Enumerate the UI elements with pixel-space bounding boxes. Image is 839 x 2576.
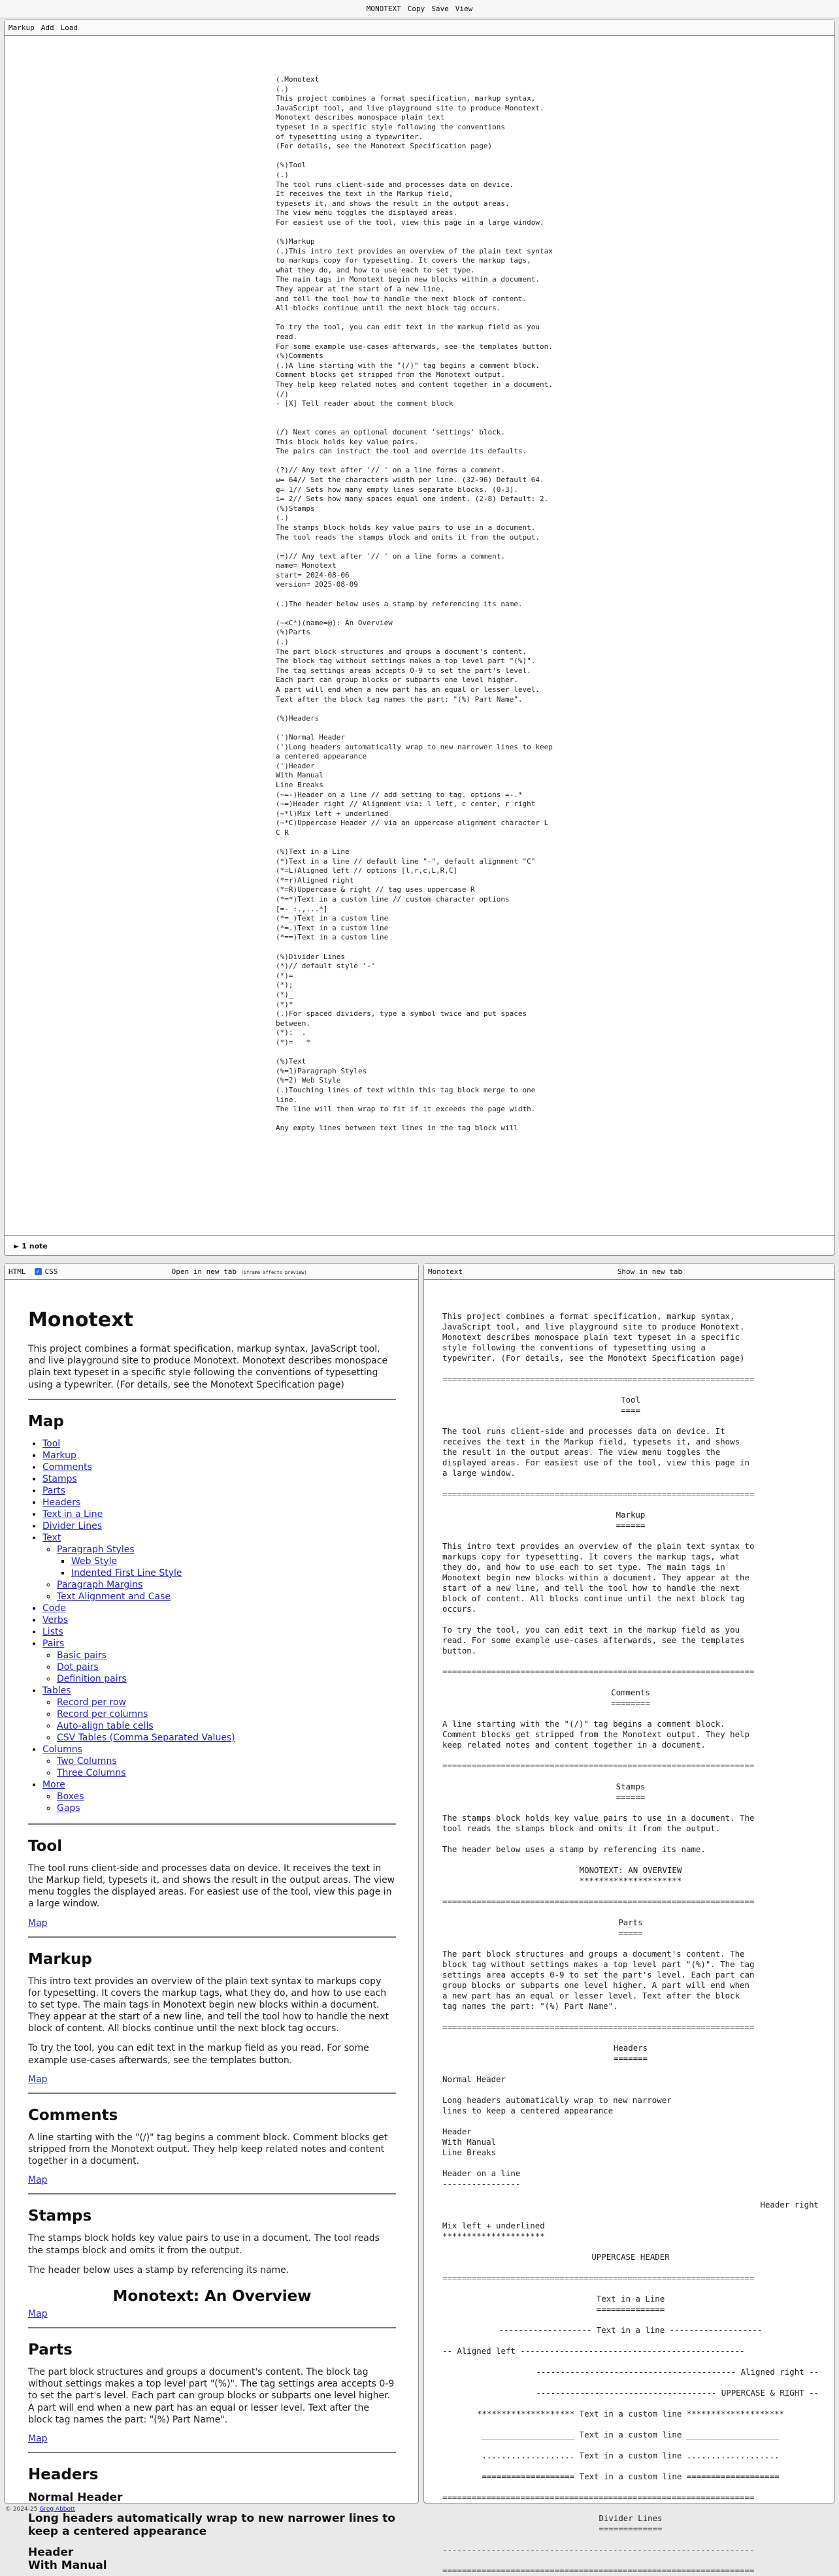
mono-tool-heading: Tool ==== [621, 1395, 640, 1415]
mono-separator: ================================================================ [442, 1489, 755, 1499]
stamps-heading: Stamps [28, 2208, 92, 2225]
monotext-header [424, 1264, 834, 1280]
divider [28, 2327, 396, 2328]
map-link-more[interactable]: More [42, 1779, 65, 1790]
author-link[interactable]: Greg Abbott [39, 2506, 76, 2513]
mono-stamps-text-2: The header below uses a stamp by referencing its name. [442, 1844, 706, 1854]
map-link-tool[interactable]: Tool [42, 1438, 61, 1449]
map-link-definition-pairs[interactable]: Definition pairs [57, 1673, 127, 1684]
mono-separator: ================================================================ [442, 1761, 755, 1770]
mono-divider-heading: Divider Lines ============= [599, 2513, 663, 2534]
open-new-tab-button[interactable]: Open in new tab [171, 1267, 237, 1276]
app-title: MONOTEXT [366, 5, 401, 13]
map-link-comments[interactable]: Comments [42, 1461, 92, 1473]
map-link-csv-tables[interactable]: CSV Tables (Comma Separated Values) [57, 1732, 235, 1743]
mono-text-in-line-5: ******************** Text in a custom line ******************** [477, 2409, 784, 2419]
mono-text-in-line-4: ------------------------------------- UPPERCASE & RIGHT -- [536, 2388, 819, 2398]
mono-markup-text-1: This intro text provides an overview of the plain text syntax to markups copy for typesetting. It covers the markup tags, what they do, and how to use each to set type. The main tags in Monotext begin new blocks within a document. They appear at the start of a new line, and tell the tool how to handle the next block of content. All blocks continue until the next block tag occurs. [442, 1541, 755, 1614]
comments-heading: Comments [28, 2106, 118, 2124]
mono-text-in-line-6: ___________________ Text in a custom line ___________________ [482, 2430, 780, 2439]
add-button[interactable]: Add [41, 24, 54, 32]
tool-heading: Tool [28, 1837, 63, 1855]
save-menu[interactable]: Save [431, 5, 449, 13]
map-link-tables[interactable]: Tables [42, 1685, 71, 1696]
markup-tab[interactable]: Markup [8, 24, 35, 32]
divider [28, 2193, 396, 2194]
html-header [5, 1264, 418, 1280]
mono-markup-text-2: To try the tool, you can edit text in the markup field as you read. For some example use-cases afterwards, see the templates button. [442, 1625, 745, 1655]
map-link-columns[interactable]: Columns [42, 1744, 82, 1755]
back-to-map-link[interactable]: Map [28, 2175, 48, 2186]
mono-manual-header: Header With Manual Line Breaks [442, 2127, 497, 2157]
mono-separator: ================================================================ [442, 1374, 755, 1384]
back-to-map-link[interactable]: Map [28, 2074, 48, 2085]
back-to-map-link[interactable]: Map [28, 2433, 48, 2444]
parts-paragraph: The part block structures and groups a document's content. The block tag without settings makes a top level part "(%)". The tag settings area accepts 0-9 to set the part's level. Each part can group blocks or subparts one level higher. A part will end when a new part has an equal or lesser level. Text after the block tag names the part: "(%) Part Name". [28, 2366, 395, 2425]
map-link-dot-pairs[interactable]: Dot pairs [57, 1661, 99, 1672]
mono-separator: ================================================================ [442, 2566, 755, 2575]
mono-headers-heading: Headers ======= [613, 2043, 648, 2063]
headers-heading: Headers [28, 2466, 99, 2483]
stamps-paragraph-2: The header below uses a stamp by referencing its name. [28, 2264, 289, 2275]
normal-header: Normal Header [28, 2490, 123, 2504]
html-label: HTML [8, 1267, 26, 1276]
css-label: CSS [44, 1267, 58, 1276]
tool-paragraph: The tool runs client-side and processes data on device. It receives the text in the Markup field, typesets it, and shows the result in the output areas. The view menu toggles the displayed areas. For easiest use of the tool, view this page in a large window. [28, 1863, 395, 1910]
stamps-paragraph-1: The stamps block holds key value pairs to use in a document. The tool reads the stamps block and omits it from the output. [28, 2233, 380, 2256]
map-link-text-in-line[interactable]: Text in a Line [42, 1508, 103, 1520]
view-menu[interactable]: View [455, 5, 473, 13]
map-link-pairs[interactable]: Pairs [42, 1638, 65, 1649]
divider [28, 2093, 396, 2094]
back-to-map-link[interactable]: Map [28, 2308, 48, 2319]
map-link-stamps[interactable]: Stamps [42, 1473, 77, 1484]
overview-heading: Monotext: An Overview [112, 2287, 312, 2305]
map-link-gaps[interactable]: Gaps [57, 1802, 80, 1814]
intro-paragraph: This project combines a format specification, markup syntax, JavaScript tool, and live playground site to produce Monotext. Monotext describes monospace plain text typeset in a specific style following the conventions of typesetting using a typewriter. (For details, see the Monotext Specification page) [28, 1344, 388, 1390]
manual-header-line-1: Header [28, 2545, 74, 2559]
map-link-text-alignment[interactable]: Text Alignment and Case [57, 1591, 171, 1602]
mono-stamps-text-1: The stamps block holds key value pairs to use in a document. The tool reads the stamps block and omits it from the output. [442, 1813, 755, 1833]
menu-bar [0, 0, 839, 18]
show-new-tab-button[interactable]: Show in new tab [617, 1267, 683, 1276]
long-header: Long headers automatically wrap to new narrower lines to keep a centered appearance [28, 2511, 395, 2538]
map-link-web-style[interactable]: Web Style [71, 1556, 118, 1567]
map-heading: Map [28, 1412, 64, 1430]
map-link-paragraph-styles[interactable]: Paragraph Styles [57, 1544, 135, 1555]
mono-tool-text: The tool runs client-side and processes data on device. It receives the text in the Markup field, typesets it, and shows the result in the output areas. The view menu toggles the displayed areas. For easiest use of the tool, view this page in a large window. [442, 1426, 749, 1478]
mono-long-header: Long headers automatically wrap to new narrower lines to keep a centered appearance [442, 2095, 672, 2115]
footer [5, 2506, 75, 2513]
doc-title: Monotext [28, 1309, 133, 1331]
mono-intro: This project combines a format specification, markup syntax, JavaScript tool, and live playground site to produce Monotext. Monotext describes monospace plain text typeset in a specific style following the conventions of typesetting using a typewriter. (For details, see the Monotext Specification page) [442, 1311, 745, 1363]
divider [28, 1936, 396, 1938]
map-link-auto-align[interactable]: Auto-align table cells [57, 1720, 154, 1731]
monotext-output [424, 1280, 834, 2575]
mono-markup-heading: Markup ====== [616, 1510, 646, 1530]
mono-comments-text: A line starting with the "(/)" tag begins a comment block. Comment blocks get stripped from the Monotext output. They help keep related notes and content together in a document. [442, 1719, 749, 1750]
divider [28, 1399, 396, 1400]
iframe-note: (iframe affects preview) [240, 1270, 307, 1275]
mono-mix-header: Mix left + underlined ********************* [442, 2221, 545, 2241]
mono-header-on-line: Header on a line ---------------- [442, 2168, 521, 2189]
mono-dash-divider: ---------------------------------------------------------------- [442, 2545, 755, 2554]
map-link-paragraph-margins[interactable]: Paragraph Margins [57, 1579, 143, 1590]
mono-parts-heading: Parts ===== [618, 1917, 643, 1938]
mono-separator: ================================================================ [442, 2492, 755, 2502]
map-link-parts[interactable]: Parts [42, 1485, 65, 1496]
mono-separator: ================================================================ [442, 1897, 755, 1906]
mono-separator: ================================================================ [442, 2273, 755, 2283]
map-link-markup[interactable]: Markup [42, 1450, 76, 1461]
comments-paragraph: A line starting with the "(/)" tag begins a comment block. Comment blocks get stripped from the Monotext output. They help keep related notes and content together in a document. [28, 2132, 388, 2167]
markup-heading: Markup [28, 1950, 92, 1968]
mono-text-in-line-8: =================== Text in a custom line =================== [482, 2471, 780, 2481]
monotext-panel [423, 1264, 835, 2575]
mono-comments-heading: Comments ======== [611, 1687, 650, 1708]
markup-panel [4, 20, 835, 1256]
map-link-three-columns[interactable]: Three Columns [57, 1767, 126, 1778]
mono-stamps-heading: Stamps ====== [616, 1782, 646, 1802]
mono-normal-header: Normal Header [442, 2074, 506, 2084]
map-link-headers[interactable]: Headers [42, 1497, 81, 1508]
mono-text-in-line-2: -- Aligned left ---------------------------------------------- [442, 2346, 745, 2356]
manual-header-line-2: With Manual [28, 2558, 107, 2572]
mono-text-in-line-3: ----------------------------------------- Aligned right -- [536, 2367, 819, 2377]
mono-separator: ================================================================ [442, 2022, 755, 2032]
map-list [42, 1438, 396, 1814]
divider [28, 1823, 396, 1825]
map-link-record-per-row[interactable]: Record per row [57, 1697, 126, 1708]
parts-heading: Parts [28, 2341, 73, 2358]
mono-parts-text: The part block structures and groups a document's content. The block tag without settings makes a top level part "(%)". The tag settings area accepts 0-9 to set the part's level. Each part can group blocks or subparts one level higher. A part will end when a new part has an equal or lesser level. Text after the block tag names the part: "(%) Part Name". [442, 1949, 755, 2011]
markup-paragraph-2: To try the tool, you can edit text in the markup field as you read. For some example use-cases afterwards, see the templates button. [28, 2043, 369, 2066]
map-link-two-columns[interactable]: Two Columns [57, 1755, 117, 1767]
load-button[interactable]: Load [60, 24, 78, 32]
map-link-basic-pairs[interactable]: Basic pairs [57, 1650, 107, 1661]
mono-header-right: Header right [760, 2200, 819, 2209]
markup-text[interactable]: (.Monotext (.) This project combines a format specification, markup syntax, JavaScript tool, and live playground site to produce Monotext. Monotext describes monospace plain text typeset in a specific style following the conventions of typesetting using a typewriter. (For details, see the Monotext Specification page) (%)Tool (.) The tool runs client-side and processes data on device. It receives the text in the Markup field, typesets it, and shows the result in the output areas. The view menu toggles the displayed areas. For easiest use of the tool, view this page in a large window. (%)Markup (.)This intro text provides an overview of the plain text syntax to markups copy for typesetting. It covers the markup tags, what they do, and how to use each to set type. The main tags in Monotext begin new blocks within a document. They appear at the start of a new line, and tell the tool how to handle the next block of content. All blocks continue until the next block tag occurs. To try the tool, you can edit text in the markup field as you read. For some example use-cases afterwards, see the templates button. (%)Comments (.)A line starting with the "(/)" tag begins a comment block. Comment blocks get stripped from the Monotext output. They help keep related notes and content together in a document. (/) - [X] Tell reader about the comment block (/) Next comes an optional document 'settings' block. This block holds key value pairs. The pairs can instruct the tool and override its defaults. (?)// Any text after '// ' on a line forms a comment. w= 64// Set the characters width per line. (32-96) Default 64. g= 1// Sets how many empty lines separate blocks. (0-3). i= 2// Sets how many spaces equal one indent. (2-8) Default: 2. (%)Stamps (.) The stamps block holds key value pairs to use in a document. The tool reads the stamps block and omits it from the output. (=)// Any text after '// ' on a line forms a comment. name= Monotext start= 2024-08-06 version= 2025-08-09 (.)The header below uses a stamp by referencing its name. (~<C*)(name=@): An Overview (%)Parts (.) The part block structures and groups a document's content. The block tag without settings makes a top level part "(%)". The tag settings areas accepts 0-9 to set the part's level. Each part can group blocks or subparts one level higher. A part will end when a new part has an equal or lesser level. Text after the block tag names the part: "(%) Part Name". (%)Headers (')Normal Header (')Long headers automatically wrap to new narrower lines to keep a centered appearance (')Header With Manual Line Breaks (~=-)Header on a line // add setting to tag. options =-.* (~=)Header right // Alignment via: l left, c center, r right (~*l)Mix left + underlined (~*C)Uppercase Header // via an uppercase alignment character L C R (%)Text in a Line (*)Text in a line // default line "-", default alignment "C" (*=L)Aligned left // options [l,r,c,L,R,C] (*=r)Aligned right (*=R)Uppercase & right // tag uses uppercase R (*=*)Text in a custom line // custom character options [=-_:.,...*] (*=_)Text in a custom line (*=.)Text in a custom line (*==)Text in a custom line (%)Divider Lines (*)// default style '-' (*)= (*); (*)_ (*)* (.)For spaced dividers, type a symbol twice and put spaces between. (*): . (*)= * (%)Text (%=1)Paragraph Styles (%=2) Web Style (.)Touching lines of text within this tag block merge to one line. The line will then wrap to fit if it exceeds the page width. Any empty lines between text lines in the tag block will [276, 75, 553, 1133]
mono-separator: ================================================================ [442, 1667, 755, 1676]
mono-text-in-line-1: ------------------- Text in a line ------------------- [499, 2325, 763, 2335]
css-checkbox[interactable]: ✓ [35, 1268, 42, 1275]
markup-header [5, 20, 834, 36]
copy-menu[interactable]: Copy [407, 5, 425, 13]
back-to-map-link[interactable]: Map [28, 1917, 48, 1929]
map-link-divider-lines[interactable]: Divider Lines [42, 1520, 103, 1531]
monotext-label: Monotext [428, 1267, 463, 1276]
mono-text-in-line-heading: Text in a Line ============== [596, 2294, 665, 2314]
markup-editor[interactable] [5, 36, 834, 1235]
divider [28, 2452, 396, 2453]
map-link-boxes[interactable]: Boxes [57, 1791, 84, 1802]
mono-text-in-line-7: ................... Text in a custom line ................... [482, 2451, 780, 2460]
map-link-lists[interactable]: Lists [42, 1626, 63, 1637]
mono-overview-heading: MONOTEXT: AN OVERVIEW ********************* [579, 1865, 682, 1885]
map-link-indented-first[interactable]: Indented First Line Style [71, 1567, 182, 1578]
map-link-code[interactable]: Code [42, 1603, 66, 1614]
map-link-text[interactable]: Text [42, 1532, 61, 1543]
copyright: © 2024-25 [5, 2506, 38, 2513]
notes-toggle[interactable]: ► 1 note [5, 1235, 834, 1255]
mono-uppercase-header: UPPERCASE HEADER [591, 2252, 670, 2262]
map-link-record-per-columns[interactable]: Record per columns [57, 1708, 148, 1720]
map-link-verbs[interactable]: Verbs [42, 1614, 69, 1625]
markup-paragraph-1: This intro text provides an overview of the plain text syntax to markups copy for typesetting. It covers the markup tags, what they do, and how to use each to set type. The main tags in Monotext begin new blocks within a document. They appear at the start of a new line, and tell the tool how to handle the next block of content. All blocks continue until the next block tag occurs. [28, 1976, 389, 2034]
